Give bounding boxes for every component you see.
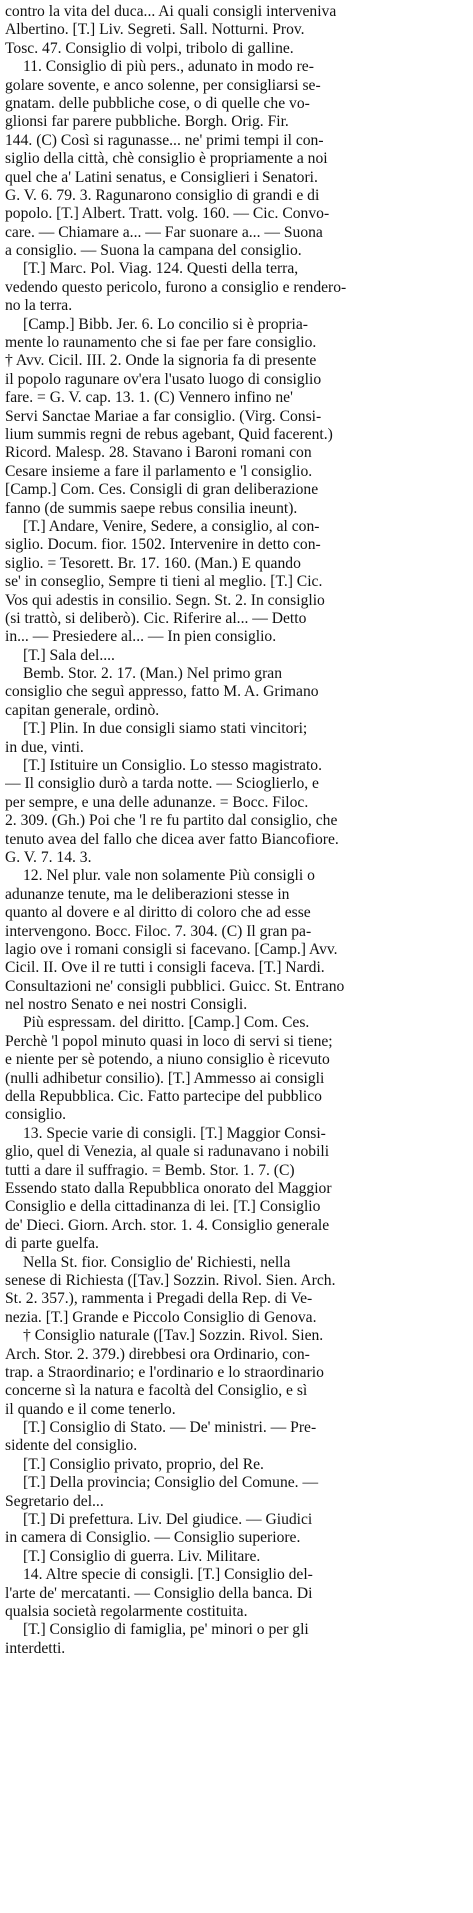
text-line: consiglio. (5, 1106, 67, 1124)
text-line: (nulli adhibetur consilio). [T.] Ammesso ai consigli (5, 1069, 325, 1087)
text-line: Nella St. fior. Consiglio de' Richiesti, nella (23, 1253, 291, 1271)
text-line: † Consiglio naturale ([Tav.] Sozzin. Rivol. Sien. (23, 1327, 324, 1345)
text-line: no la terra. (5, 297, 73, 315)
text-line: consiglio che seguì appresso, fatto M. A. Grimano (5, 683, 319, 701)
text-line: il quando e il come tenerlo. (5, 1400, 176, 1418)
text-line: Segretario del... (5, 1492, 104, 1510)
text-line: gnatam. delle pubbliche cose, o di quelle che vo- (5, 94, 310, 112)
text-line: Cicil. II. Ove il re tutti i consigli faceva. [T.] Nardi. (5, 959, 325, 977)
text-line: [T.] Di prefettura. Liv. Del giudice. — Giudici (23, 1511, 313, 1529)
text-line: [T.] Consiglio di guerra. Liv. Militare. (23, 1547, 261, 1565)
text-line: per sempre, e una delle adunanze. = Bocc. Filoc. (5, 793, 309, 811)
text-line: 14. Altre specie di consigli. [T.] Consiglio del- (23, 1566, 313, 1584)
text-line: Più espressam. del diritto. [Camp.] Com. Ces. (23, 1014, 310, 1032)
text-line: a consiglio. — Suona la campana del consiglio. (5, 242, 302, 260)
text-line: in... — Presiedere al... — In pien consiglio. (5, 628, 277, 646)
text-line: † Avv. Cicil. III. 2. Onde la signoria fa di presente (5, 352, 317, 370)
text-line: Ricord. Malesp. 28. Stavano i Baroni romani con (5, 444, 312, 462)
text-line: [T.] Marc. Pol. Viag. 124. Questi della terra, (23, 260, 299, 278)
text-line: St. 2. 357.), rammenta i Pregadi della Rep. di Ve- (5, 1290, 313, 1308)
text-line: capitan generale, ordinò. (5, 701, 160, 719)
text-line: [T.] Sala del.... (23, 646, 115, 664)
text-line: G. V. 6. 79. 3. Ragunarono consiglio di grandi e di (5, 186, 320, 204)
text-line: Essendo stato dalla Repubblica onorato del Maggior (5, 1180, 332, 1197)
text-line: quanto al dovere e al diritto di coloro che ad esse (5, 904, 311, 922)
text-line: 2. 309. (Gh.) Poi che 'l re fu partito dal consiglio, che (5, 812, 338, 830)
text-line: [Camp.] Com. Ces. Consigli di gran deliberazione (5, 481, 319, 499)
text-line: [T.] Consiglio di Stato. — De' ministri. — Pre- (23, 1419, 317, 1437)
text-line: di parte guelfa. (5, 1235, 99, 1253)
text-line: Albertino. [T.] Liv. Segreti. Sall. Notturni. Prov. (5, 21, 305, 39)
text-line: interdetti. (5, 1639, 66, 1657)
text-line: sidente del consiglio. (5, 1437, 138, 1455)
text-line: (si trattò, si deliberò). Cic. Riferire al... — Detto (5, 609, 307, 627)
text-line: Cesare insieme a fare il parlamento e 'l consiglio. (5, 462, 313, 480)
text-line: intervengono. Bocc. Filoc. 7. 304. (C) Il gran pa- (5, 922, 312, 940)
text-line: glionsi far parere pubbliche. Borgh. Orig. Fir. (5, 113, 289, 131)
text-line: concerne sì la natura e facoltà del Consiglio, e sì (5, 1382, 308, 1400)
text-line: adunanze tenute, ma le deliberazioni stesse in (5, 885, 290, 903)
text-line: [Camp.] Bibb. Jer. 6. Lo concilio si è propria- (23, 315, 308, 333)
text-line: tenuto avea del fallo che dicea aver fatto Biancofiore. (5, 830, 339, 848)
text-line: [T.] Andare, Venire, Sedere, a consiglio, al con- (23, 517, 320, 535)
text-line: glio, quel di Venezia, al quale si radunavano i nobili (5, 1143, 330, 1161)
text-line: il popolo ragunare ov'era l'usato luogo di consiglio (5, 370, 322, 388)
text-line: Arch. Stor. 2. 379.) direbbesi ora Ordinario, con- (5, 1345, 310, 1363)
text-line: [T.] Consiglio di famiglia, pe' minori o per gli (23, 1621, 309, 1639)
text-line: 144. (C) Così si ragunasse... ne' primi tempi il con- (5, 131, 324, 149)
text-line: nezia. [T.] Grande e Piccolo Consiglio di Genova. (5, 1308, 317, 1326)
text-line: Servi Sanctae Mariae a far consiglio. (Virg. Consi- (5, 407, 322, 425)
text-line: 13. Specie varie di consigli. [T.] Maggior Consi- (23, 1124, 326, 1142)
text-line: e niente per sè potendo, a niuno consiglio è ricevuto (5, 1051, 330, 1069)
text-line: contro la vita del duca... Ai quali consigli interveniva (5, 3, 337, 20)
text-line: mente lo raunamento che si fae per fare consiglio. (5, 334, 317, 352)
text-line: Tosc. 47. Consiglio di volpi, tribolo di galline. (5, 39, 294, 57)
text-line: [T.] Istituire un Consiglio. Lo stesso magistrato. (23, 757, 322, 775)
text-line: l'arte de' mercatanti. — Consiglio della banca. Di (5, 1584, 313, 1602)
text-line: qualsia società regolarmente costituita. (5, 1602, 248, 1620)
text-line: in camera di Consiglio. — Consiglio superiore. (5, 1529, 301, 1547)
dictionary-entry-column (5, 3, 469, 1658)
text-line: fanno (de summis saepe rebus consilia ineunt). (5, 499, 298, 517)
text-line: nel nostro Senato e nei nostri Consigli. (5, 996, 248, 1014)
text-line: de' Dieci. Giorn. Arch. stor. 1. 4. Consiglio generale (5, 1216, 330, 1234)
text-line: della Repubblica. Cic. Fatto partecipe del pubblico (5, 1088, 322, 1106)
text-line: senese di Richiesta ([Tav.] Sozzin. Rivol. Sien. Arch. (5, 1271, 336, 1289)
text-line: vedendo questo pericolo, furono a consiglio e rendero- (5, 278, 347, 296)
text-line: 12. Nel plur. vale non solamente Più consigli o (23, 867, 315, 885)
text-line: [T.] Della provincia; Consiglio del Comune. — (23, 1474, 319, 1492)
text-line: siglio. = Tesorett. Br. 17. 160. (Man.) E quando (5, 554, 301, 572)
text-line: lagio ove i romani consigli si facevano. [Camp.] Avv. (5, 940, 338, 958)
text-line: fare. = G. V. cap. 13. 1. (C) Vennero infino ne' (5, 389, 293, 407)
text-line: 11. Consiglio di più pers., adunato in modo re- (23, 58, 314, 76)
text-line: siglio della città, chè consiglio è propriamente a noi (5, 150, 328, 168)
text-line: popolo. [T.] Albert. Tratt. volg. 160. — Cic. Convo- (5, 205, 330, 223)
text-line: [T.] Plin. In due consigli siamo stati vincitori; (23, 720, 308, 738)
text-line: siglio. Docum. fior. 1502. Intervenire in detto con- (5, 536, 321, 554)
text-line: — Il consiglio durò a tarda notte. — Scioglierlo, e (5, 775, 319, 793)
text-line: Vos qui adestis in consilio. Segn. St. 2. In consiglio (5, 591, 325, 609)
text-line: lium summis regni de rebus agebant, Quid facerent.) (5, 425, 333, 443)
text-line: trap. a Straordinario; e l'ordinario e lo straordinario (5, 1363, 324, 1381)
text-line: Bemb. Stor. 2. 17. (Man.) Nel primo gran (23, 665, 282, 683)
text-line: G. V. 7. 14. 3. (5, 848, 92, 866)
text-line: care. — Chiamare a... — Far suonare a... — Suona (5, 223, 323, 241)
text-line: tutti a dare il suffragio. = Bemb. Stor. 1. 7. (C) (5, 1161, 295, 1179)
text-line: Perchè 'l popol minuto quasi in loco di servi si tiene; (5, 1032, 333, 1050)
text-line: golare sovente, e anco solenne, per consigliarsi se- (5, 76, 321, 94)
text-line: Consultazioni ne' consigli pubblici. Guicc. St. Entrano (5, 977, 345, 995)
text-line: se' in conseglio, Sempre ti tieni al meglio. [T.] Cic. (5, 573, 323, 591)
text-line: [T.] Consiglio privato, proprio, del Re. (23, 1455, 264, 1473)
text-line: Consiglio e della cittadinanza di lei. [T.] Consiglio (5, 1198, 321, 1216)
text-line: quel che a' Latini senatus, e Consiglieri i Senatori. (5, 168, 318, 186)
text-line: in due, vinti. (5, 738, 84, 756)
